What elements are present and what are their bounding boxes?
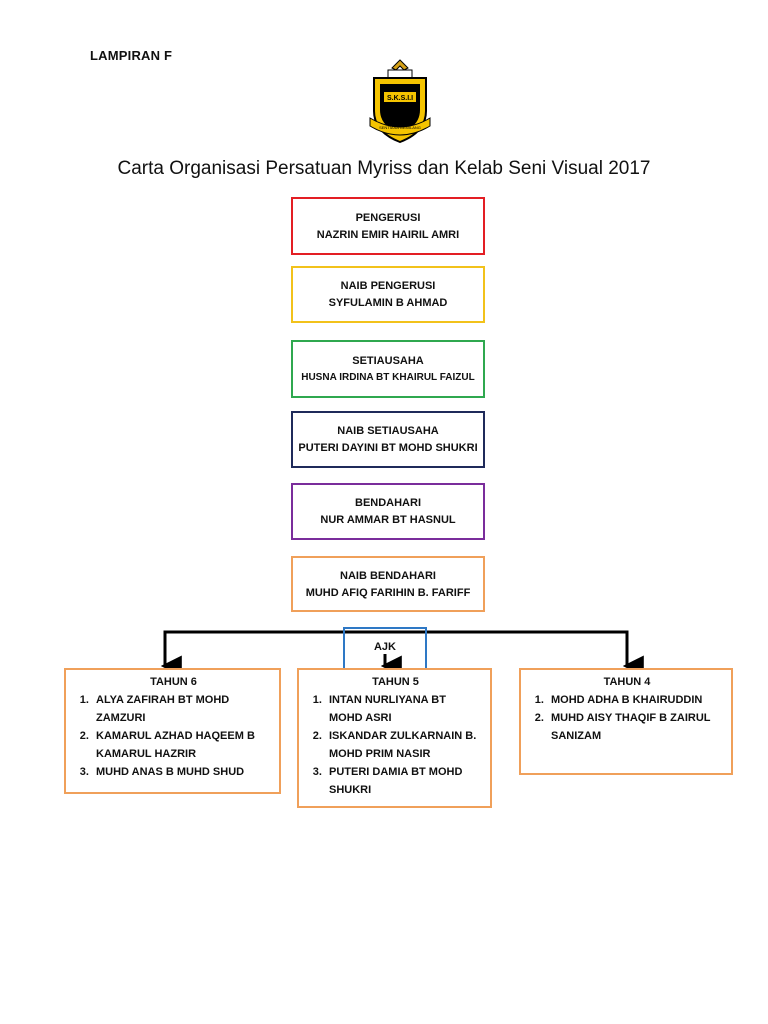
officer-role: NAIB PENGERUSI (340, 280, 436, 292)
officer-role: NAIB BENDAHARI (340, 569, 436, 582)
member-list (309, 691, 482, 799)
officer-role: SETIAUSAHA (352, 355, 424, 367)
officer-box-setiausaha (291, 340, 485, 398)
officer-box-naib-pengerusi (291, 266, 485, 323)
svg-text:S.K.S.I.I: S.K.S.I.I (386, 95, 414, 102)
officer-role: BENDAHARI (355, 497, 421, 509)
list-item: 2. MUHD AISY THAQIF B ZAIRUL SANIZAM (547, 709, 723, 745)
list-item: 2. KAMARUL AZHAD HAQEEM B KAMARUL HAZRIR (92, 727, 271, 763)
year-title: TAHUN 4 (603, 676, 651, 688)
officer-box-naib-bendahari (291, 556, 485, 612)
list-item: 3. PUTERI DAMIA BT MOHD SHUKRI (325, 763, 482, 799)
appendix-label: LAMPIRAN F (90, 48, 173, 63)
ajk-label: AJK (373, 641, 396, 653)
year-title: TAHUN 5 (372, 676, 419, 688)
officer-role: PENGERUSI (355, 211, 421, 224)
chart-title: Carta Organisasi Persatuan Myriss dan Kelab Seni Visual 2017 (117, 158, 651, 179)
year-box-tahun-4 (519, 668, 733, 775)
year-title: TAHUN 6 (150, 676, 197, 688)
list-item: 1. MOHD ADHA B KHAIRUDDIN (547, 691, 723, 709)
svg-text:SENTIASA GEMILANG: SENTIASA GEMILANG (379, 125, 421, 130)
officer-role: NAIB SETIAUSAHA (337, 425, 439, 437)
officer-name: NUR AMMAR BT HASNUL (320, 514, 456, 526)
list-item: 3. MUHD ANAS B MUHD SHUD (92, 763, 271, 781)
member-list (531, 691, 723, 745)
officer-name: HUSNA IRDINA BT KHAIRUL FAIZUL (301, 372, 475, 383)
list-item: 1. ALYA ZAFIRAH BT MOHD ZAMZURI (92, 691, 271, 727)
officer-box-naib-setiausaha (291, 411, 485, 468)
officer-name: SYFULAMIN B AHMAD (328, 297, 448, 309)
year-box-tahun-5 (297, 668, 492, 808)
year-box-tahun-6 (64, 668, 281, 794)
officer-name: PUTERI DAYINI BT MOHD SHUKRI (298, 442, 478, 454)
list-item: 2. ISKANDAR ZULKARNAIN B. MOHD PRIM NASIR (325, 727, 482, 763)
member-list (76, 691, 271, 781)
officer-name: NAZRIN EMIR HAIRIL AMRI (316, 228, 460, 241)
officer-box-pengerusi (291, 197, 485, 255)
list-item: 1. INTAN NURLIYANA BT MOHD ASRI (325, 691, 482, 727)
officer-box-bendahari (291, 483, 485, 540)
officer-name: MUHD AFIQ FARIHIN B. FARIFF (305, 586, 471, 599)
